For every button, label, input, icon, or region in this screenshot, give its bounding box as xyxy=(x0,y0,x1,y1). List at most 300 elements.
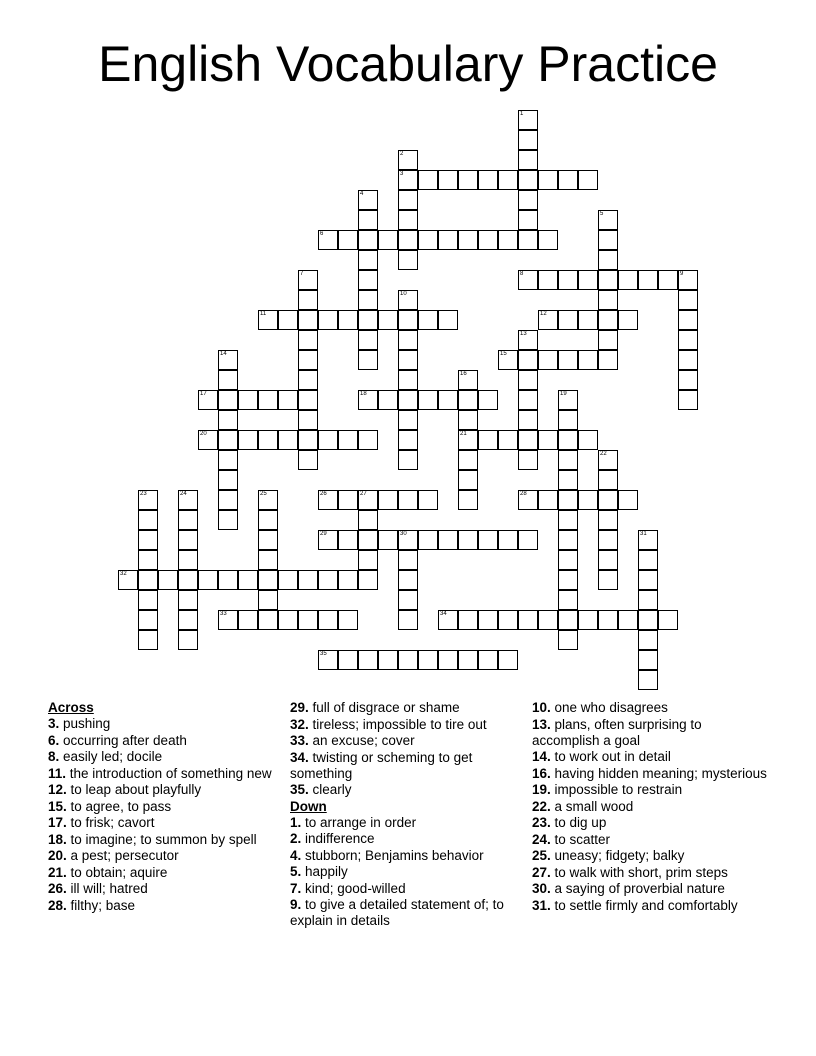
grid-cell[interactable] xyxy=(638,550,658,570)
grid-cell[interactable] xyxy=(198,390,218,410)
grid-cell[interactable] xyxy=(518,270,538,290)
grid-cell[interactable] xyxy=(518,490,538,510)
grid-cell[interactable] xyxy=(558,490,578,510)
grid-cell[interactable] xyxy=(258,390,278,410)
grid-cell[interactable] xyxy=(398,530,418,550)
grid-cell[interactable] xyxy=(638,610,658,630)
grid-cell[interactable] xyxy=(218,370,238,390)
grid-cell[interactable] xyxy=(258,550,278,570)
grid-cell[interactable] xyxy=(358,190,378,210)
grid-cell[interactable] xyxy=(458,430,478,450)
clue-number: 18 xyxy=(360,391,367,397)
grid-cell[interactable] xyxy=(598,470,618,490)
grid-cell[interactable] xyxy=(558,590,578,610)
grid-cell[interactable] xyxy=(398,250,418,270)
clue-num: 22. xyxy=(532,798,551,814)
grid-cell[interactable] xyxy=(218,570,238,590)
grid-cell[interactable] xyxy=(218,450,238,470)
grid-cell[interactable] xyxy=(358,270,378,290)
clue-text: to settle firmly and comfortably xyxy=(550,897,738,913)
grid-cell[interactable] xyxy=(178,630,198,650)
grid-cell[interactable] xyxy=(598,270,618,290)
grid-cell[interactable] xyxy=(558,510,578,530)
grid-cell[interactable] xyxy=(558,570,578,590)
grid-cell[interactable] xyxy=(418,170,438,190)
grid-cell[interactable] xyxy=(298,270,318,290)
grid-cell[interactable] xyxy=(578,430,598,450)
grid-cell[interactable] xyxy=(318,610,338,630)
grid-cell[interactable] xyxy=(338,610,358,630)
grid-cell[interactable] xyxy=(278,310,298,330)
grid-cell[interactable] xyxy=(558,630,578,650)
grid-cell[interactable] xyxy=(398,650,418,670)
grid-cell[interactable] xyxy=(638,650,658,670)
grid-cell[interactable] xyxy=(618,610,638,630)
grid-cell[interactable] xyxy=(358,310,378,330)
grid-cell[interactable] xyxy=(258,570,278,590)
grid-cell[interactable] xyxy=(458,650,478,670)
grid-cell[interactable] xyxy=(258,430,278,450)
grid-cell[interactable] xyxy=(298,570,318,590)
clue-text: occurring after death xyxy=(59,732,187,748)
clue-number: 22 xyxy=(600,451,607,457)
grid-cell[interactable] xyxy=(458,370,478,390)
grid-cell[interactable] xyxy=(358,490,378,510)
clue-text: to scatter xyxy=(550,831,611,847)
grid-cell[interactable] xyxy=(258,590,278,610)
grid-cell[interactable] xyxy=(338,230,358,250)
clue-number: 33 xyxy=(220,611,227,617)
grid-cell[interactable] xyxy=(478,390,498,410)
clue-num: 2. xyxy=(290,831,302,846)
grid-cell[interactable] xyxy=(678,390,698,410)
grid-cell[interactable] xyxy=(458,390,478,410)
grid-cell[interactable] xyxy=(358,210,378,230)
grid-cell[interactable] xyxy=(338,650,358,670)
grid-cell[interactable] xyxy=(658,270,678,290)
grid-cell[interactable] xyxy=(598,570,618,590)
grid-cell[interactable] xyxy=(518,230,538,250)
grid-cell[interactable] xyxy=(678,310,698,330)
across-clue xyxy=(48,815,278,831)
grid-cell[interactable] xyxy=(298,410,318,430)
grid-cell[interactable] xyxy=(438,230,458,250)
grid-cell[interactable] xyxy=(598,250,618,270)
grid-cell[interactable] xyxy=(378,230,398,250)
grid-cell[interactable] xyxy=(598,290,618,310)
grid-cell[interactable] xyxy=(398,190,418,210)
clue-num: 8. xyxy=(48,749,60,764)
grid-cell[interactable] xyxy=(438,530,458,550)
grid-cell[interactable] xyxy=(338,310,358,330)
grid-cell[interactable] xyxy=(558,270,578,290)
grid-cell[interactable] xyxy=(558,390,578,410)
grid-cell[interactable] xyxy=(518,610,538,630)
grid-cell[interactable] xyxy=(598,350,618,370)
grid-cell[interactable] xyxy=(318,650,338,670)
grid-cell[interactable] xyxy=(218,490,238,510)
grid-cell[interactable] xyxy=(358,330,378,350)
grid-cell[interactable] xyxy=(638,670,658,690)
across-clue xyxy=(290,700,520,716)
clue-number: 6 xyxy=(320,231,324,237)
grid-cell[interactable] xyxy=(238,390,258,410)
grid-cell[interactable] xyxy=(398,170,418,190)
grid-cell[interactable] xyxy=(358,510,378,530)
grid-cell[interactable] xyxy=(438,170,458,190)
grid-cell[interactable] xyxy=(358,290,378,310)
down-clue xyxy=(532,898,767,914)
grid-cell[interactable] xyxy=(138,510,158,530)
grid-cell[interactable] xyxy=(498,170,518,190)
grid-cell[interactable] xyxy=(178,530,198,550)
grid-cell[interactable] xyxy=(538,170,558,190)
grid-cell[interactable] xyxy=(398,550,418,570)
across-clue xyxy=(290,782,520,798)
grid-cell[interactable] xyxy=(458,610,478,630)
grid-cell[interactable] xyxy=(518,150,538,170)
grid-cell[interactable] xyxy=(318,230,338,250)
grid-cell[interactable] xyxy=(398,410,418,430)
grid-cell[interactable] xyxy=(338,430,358,450)
grid-cell[interactable] xyxy=(238,610,258,630)
grid-cell[interactable] xyxy=(518,370,538,390)
grid-cell[interactable] xyxy=(378,490,398,510)
grid-cell[interactable] xyxy=(678,350,698,370)
grid-cell[interactable] xyxy=(498,530,518,550)
grid-cell[interactable] xyxy=(258,530,278,550)
clue-column-1 xyxy=(48,700,278,914)
grid-cell[interactable] xyxy=(218,410,238,430)
clue-num: 33. xyxy=(290,733,309,748)
down-clue xyxy=(532,749,767,765)
grid-cell[interactable] xyxy=(178,570,198,590)
grid-cell[interactable] xyxy=(638,630,658,650)
grid-cell[interactable] xyxy=(398,350,418,370)
grid-cell[interactable] xyxy=(598,330,618,350)
grid-cell[interactable] xyxy=(518,190,538,210)
grid-cell[interactable] xyxy=(338,570,358,590)
grid-cell[interactable] xyxy=(258,310,278,330)
grid-cell[interactable] xyxy=(598,530,618,550)
grid-cell[interactable] xyxy=(538,430,558,450)
grid-cell[interactable] xyxy=(398,370,418,390)
grid-cell[interactable] xyxy=(538,310,558,330)
grid-cell[interactable] xyxy=(238,430,258,450)
clue-text: one who disagrees xyxy=(550,700,668,715)
grid-cell[interactable] xyxy=(558,430,578,450)
grid-cell[interactable] xyxy=(178,510,198,530)
grid-cell[interactable] xyxy=(358,570,378,590)
grid-cell[interactable] xyxy=(518,350,538,370)
grid-cell[interactable] xyxy=(558,410,578,430)
grid-cell[interactable] xyxy=(518,430,538,450)
down-clue xyxy=(532,799,767,815)
grid-cell[interactable] xyxy=(218,510,238,530)
grid-cell[interactable] xyxy=(358,230,378,250)
grid-cell[interactable] xyxy=(558,550,578,570)
grid-cell[interactable] xyxy=(518,390,538,410)
grid-cell[interactable] xyxy=(478,610,498,630)
grid-cell[interactable] xyxy=(498,650,518,670)
grid-cell[interactable] xyxy=(518,450,538,470)
grid-cell[interactable] xyxy=(398,570,418,590)
clue-num: 13. xyxy=(532,716,551,732)
grid-cell[interactable] xyxy=(358,390,378,410)
grid-cell[interactable] xyxy=(558,530,578,550)
clue-text: clearly xyxy=(308,782,352,797)
clue-number: 9 xyxy=(680,271,684,277)
grid-cell[interactable] xyxy=(498,610,518,630)
grid-cell[interactable] xyxy=(458,230,478,250)
grid-cell[interactable] xyxy=(458,450,478,470)
clue-number: 21 xyxy=(460,431,467,437)
grid-cell[interactable] xyxy=(138,530,158,550)
grid-cell[interactable] xyxy=(438,310,458,330)
grid-cell[interactable] xyxy=(438,650,458,670)
grid-cell[interactable] xyxy=(458,170,478,190)
grid-cell[interactable] xyxy=(218,390,238,410)
grid-cell[interactable] xyxy=(598,230,618,250)
grid-cell[interactable] xyxy=(298,350,318,370)
grid-cell[interactable] xyxy=(638,530,658,550)
grid-cell[interactable] xyxy=(498,230,518,250)
grid-cell[interactable] xyxy=(178,550,198,570)
grid-cell[interactable] xyxy=(258,610,278,630)
grid-cell[interactable] xyxy=(398,290,418,310)
clue-num: 18. xyxy=(48,831,67,847)
grid-cell[interactable] xyxy=(338,490,358,510)
grid-cell[interactable] xyxy=(598,510,618,530)
grid-cell[interactable] xyxy=(318,490,338,510)
grid-cell[interactable] xyxy=(678,330,698,350)
clue-number: 25 xyxy=(260,491,267,497)
grid-cell[interactable] xyxy=(118,570,138,590)
clue-text: to obtain; aquire xyxy=(66,864,168,880)
grid-cell[interactable] xyxy=(398,210,418,230)
grid-cell[interactable] xyxy=(638,570,658,590)
grid-cell[interactable] xyxy=(298,610,318,630)
grid-cell[interactable] xyxy=(358,250,378,270)
grid-cell[interactable] xyxy=(478,430,498,450)
grid-cell[interactable] xyxy=(638,270,658,290)
down-clue xyxy=(532,717,767,749)
grid-cell[interactable] xyxy=(578,490,598,510)
grid-cell[interactable] xyxy=(618,310,638,330)
grid-cell[interactable] xyxy=(398,330,418,350)
grid-cell[interactable] xyxy=(378,310,398,330)
grid-cell[interactable] xyxy=(358,530,378,550)
clue-text: ill will; hatred xyxy=(66,881,148,896)
grid-cell[interactable] xyxy=(398,430,418,450)
grid-cell[interactable] xyxy=(378,650,398,670)
grid-cell[interactable] xyxy=(178,610,198,630)
grid-cell[interactable] xyxy=(298,290,318,310)
grid-cell[interactable] xyxy=(398,490,418,510)
grid-cell[interactable] xyxy=(238,570,258,590)
grid-cell[interactable] xyxy=(418,530,438,550)
down-clue xyxy=(532,815,767,831)
grid-cell[interactable] xyxy=(198,430,218,450)
grid-cell[interactable] xyxy=(398,150,418,170)
grid-cell[interactable] xyxy=(558,450,578,470)
grid-cell[interactable] xyxy=(578,170,598,190)
grid-cell[interactable] xyxy=(138,570,158,590)
clue-text: a small wood xyxy=(550,798,634,814)
grid-cell[interactable] xyxy=(198,570,218,590)
grid-cell[interactable] xyxy=(678,290,698,310)
grid-cell[interactable] xyxy=(538,350,558,370)
down-clue xyxy=(290,831,520,847)
grid-cell[interactable] xyxy=(578,350,598,370)
grid-cell[interactable] xyxy=(438,610,458,630)
grid-cell[interactable] xyxy=(658,610,678,630)
grid-cell[interactable] xyxy=(178,490,198,510)
clue-text: uneasy; fidgety; balky xyxy=(550,848,685,863)
grid-cell[interactable] xyxy=(298,310,318,330)
grid-cell[interactable] xyxy=(378,390,398,410)
grid-cell[interactable] xyxy=(478,530,498,550)
grid-cell[interactable] xyxy=(218,430,238,450)
grid-cell[interactable] xyxy=(578,310,598,330)
grid-cell[interactable] xyxy=(558,170,578,190)
grid-cell[interactable] xyxy=(518,410,538,430)
grid-cell[interactable] xyxy=(318,530,338,550)
grid-cell[interactable] xyxy=(618,270,638,290)
grid-cell[interactable] xyxy=(398,390,418,410)
grid-cell[interactable] xyxy=(138,490,158,510)
down-clue xyxy=(290,897,520,929)
grid-cell[interactable] xyxy=(398,450,418,470)
grid-cell[interactable] xyxy=(598,450,618,470)
clue-text: impossible to restrain xyxy=(550,782,683,797)
grid-cell[interactable] xyxy=(538,230,558,250)
grid-cell[interactable] xyxy=(598,550,618,570)
grid-cell[interactable] xyxy=(498,430,518,450)
grid-cell[interactable] xyxy=(598,210,618,230)
grid-cell[interactable] xyxy=(678,370,698,390)
clue-num: 20. xyxy=(48,848,67,863)
grid-cell[interactable] xyxy=(138,550,158,570)
clue-number: 26 xyxy=(320,491,327,497)
grid-cell[interactable] xyxy=(138,610,158,630)
grid-cell[interactable] xyxy=(258,490,278,510)
clue-num: 5. xyxy=(290,864,302,879)
grid-cell[interactable] xyxy=(478,170,498,190)
clue-number: 11 xyxy=(260,311,267,317)
grid-cell[interactable] xyxy=(578,610,598,630)
grid-cell[interactable] xyxy=(158,570,178,590)
clue-number: 7 xyxy=(300,271,304,277)
grid-cell[interactable] xyxy=(398,590,418,610)
grid-cell[interactable] xyxy=(418,310,438,330)
grid-cell[interactable] xyxy=(318,570,338,590)
grid-cell[interactable] xyxy=(398,310,418,330)
grid-cell[interactable] xyxy=(558,350,578,370)
grid-cell[interactable] xyxy=(458,490,478,510)
grid-cell[interactable] xyxy=(358,650,378,670)
grid-cell[interactable] xyxy=(278,610,298,630)
grid-cell[interactable] xyxy=(318,430,338,450)
grid-cell[interactable] xyxy=(298,390,318,410)
grid-cell[interactable] xyxy=(418,230,438,250)
grid-cell[interactable] xyxy=(538,490,558,510)
clue-number: 19 xyxy=(560,391,567,397)
down-clue xyxy=(290,815,520,831)
grid-cell[interactable] xyxy=(138,590,158,610)
grid-cell[interactable] xyxy=(358,350,378,370)
grid-cell[interactable] xyxy=(418,490,438,510)
grid-cell[interactable] xyxy=(458,530,478,550)
grid-cell[interactable] xyxy=(558,310,578,330)
grid-cell[interactable] xyxy=(398,610,418,630)
grid-cell[interactable] xyxy=(378,530,398,550)
across-clue xyxy=(48,832,278,848)
grid-cell[interactable] xyxy=(458,470,478,490)
grid-cell[interactable] xyxy=(278,570,298,590)
grid-cell[interactable] xyxy=(278,390,298,410)
grid-cell[interactable] xyxy=(298,370,318,390)
grid-cell[interactable] xyxy=(478,230,498,250)
grid-cell[interactable] xyxy=(258,510,278,530)
clue-number: 5 xyxy=(600,211,604,217)
grid-cell[interactable] xyxy=(298,330,318,350)
grid-cell[interactable] xyxy=(598,490,618,510)
grid-cell[interactable] xyxy=(518,330,538,350)
grid-cell[interactable] xyxy=(218,610,238,630)
grid-cell[interactable] xyxy=(358,430,378,450)
grid-cell[interactable] xyxy=(298,430,318,450)
grid-cell[interactable] xyxy=(478,650,498,670)
grid-cell[interactable] xyxy=(338,530,358,550)
grid-cell[interactable] xyxy=(538,610,558,630)
grid-cell[interactable] xyxy=(298,450,318,470)
grid-cell[interactable] xyxy=(558,470,578,490)
down-clue xyxy=(290,881,520,897)
grid-cell[interactable] xyxy=(418,650,438,670)
grid-cell[interactable] xyxy=(518,530,538,550)
grid-cell[interactable] xyxy=(278,430,298,450)
grid-cell[interactable] xyxy=(458,410,478,430)
grid-cell[interactable] xyxy=(678,270,698,290)
grid-cell[interactable] xyxy=(178,590,198,610)
grid-cell[interactable] xyxy=(618,490,638,510)
grid-cell[interactable] xyxy=(518,170,538,190)
grid-cell[interactable] xyxy=(578,270,598,290)
grid-cell[interactable] xyxy=(598,310,618,330)
grid-cell[interactable] xyxy=(518,130,538,150)
grid-cell[interactable] xyxy=(558,610,578,630)
grid-cell[interactable] xyxy=(138,630,158,650)
grid-cell[interactable] xyxy=(438,390,458,410)
grid-cell[interactable] xyxy=(498,350,518,370)
grid-cell[interactable] xyxy=(318,310,338,330)
grid-cell[interactable] xyxy=(518,110,538,130)
grid-cell[interactable] xyxy=(358,550,378,570)
grid-cell[interactable] xyxy=(218,470,238,490)
grid-cell[interactable] xyxy=(638,590,658,610)
grid-cell[interactable] xyxy=(218,350,238,370)
grid-cell[interactable] xyxy=(518,210,538,230)
grid-cell[interactable] xyxy=(398,230,418,250)
grid-cell[interactable] xyxy=(598,610,618,630)
clue-num: 21. xyxy=(48,864,67,880)
grid-cell[interactable] xyxy=(418,390,438,410)
clue-number: 1 xyxy=(520,111,524,117)
clue-number: 16 xyxy=(460,371,467,377)
clue-num: 34. xyxy=(290,749,309,765)
grid-cell[interactable] xyxy=(538,270,558,290)
